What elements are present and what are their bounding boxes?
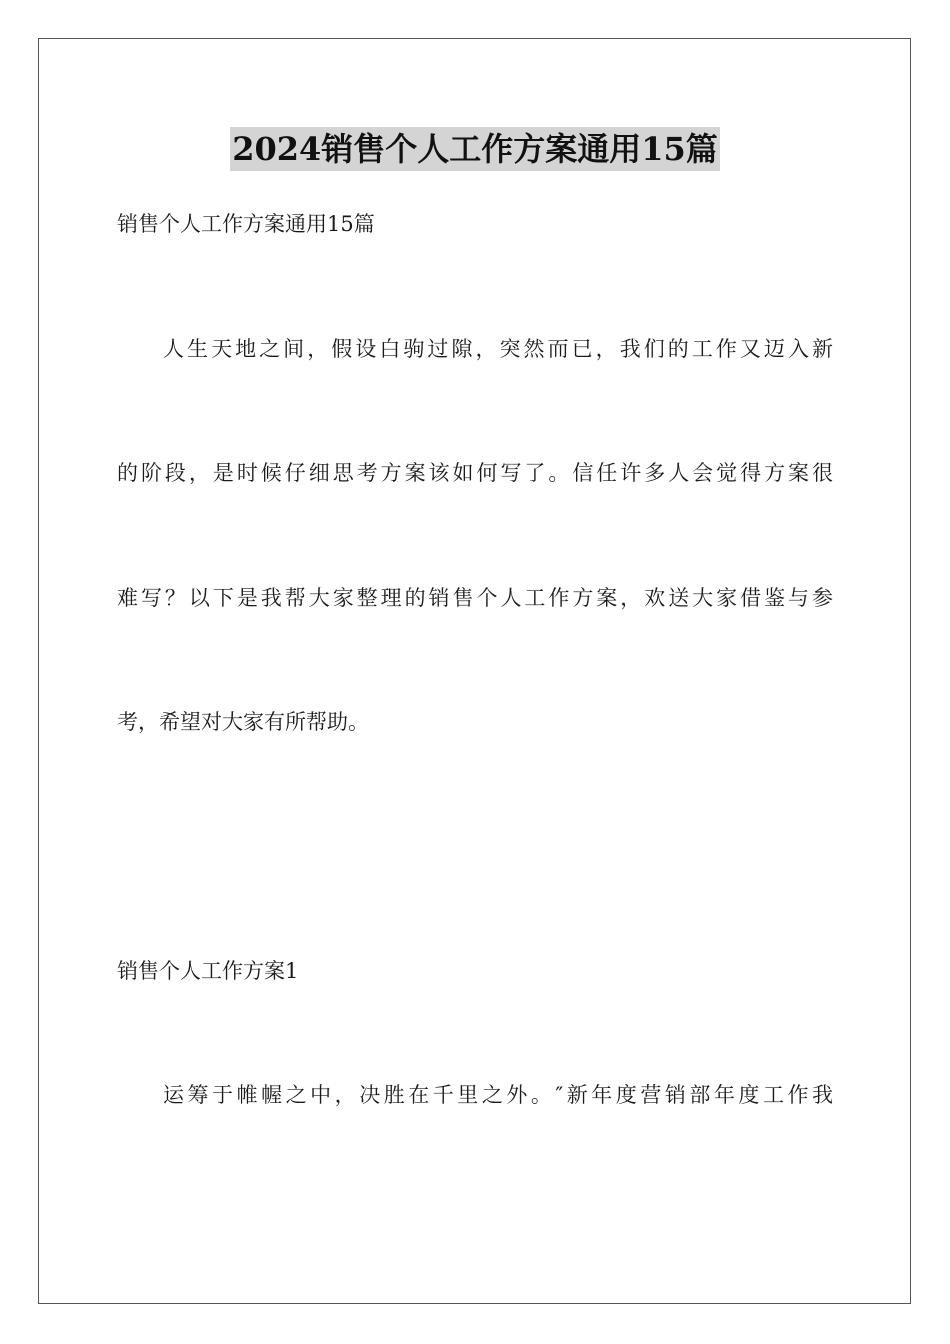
intro-paragraph-line: 考，希望对大家有所帮助。 (117, 710, 369, 734)
document-subtitle: 销售个人工作方案通用15篇 (117, 212, 375, 236)
intro-paragraph-line: 的阶段，是时候仔细思考方案该如何写了。信任许多人会觉得方案很 (117, 461, 833, 485)
intro-paragraph-line: 人生天地之间，假设白驹过隙，突然而已，我们的工作又迈入新 (163, 337, 833, 361)
section-paragraph-line: 运筹于帷幄之中，决胜在千里之外。″新年度营销部年度工作我 (163, 1083, 833, 1107)
section-heading: 销售个人工作方案1 (117, 959, 299, 983)
intro-paragraph-line: 难写？以下是我帮大家整理的销售个人工作方案，欢送大家借鉴与参 (117, 586, 833, 610)
document-title: 2024销售个人工作方案通用15篇 (230, 127, 720, 171)
title-container (0, 127, 950, 171)
